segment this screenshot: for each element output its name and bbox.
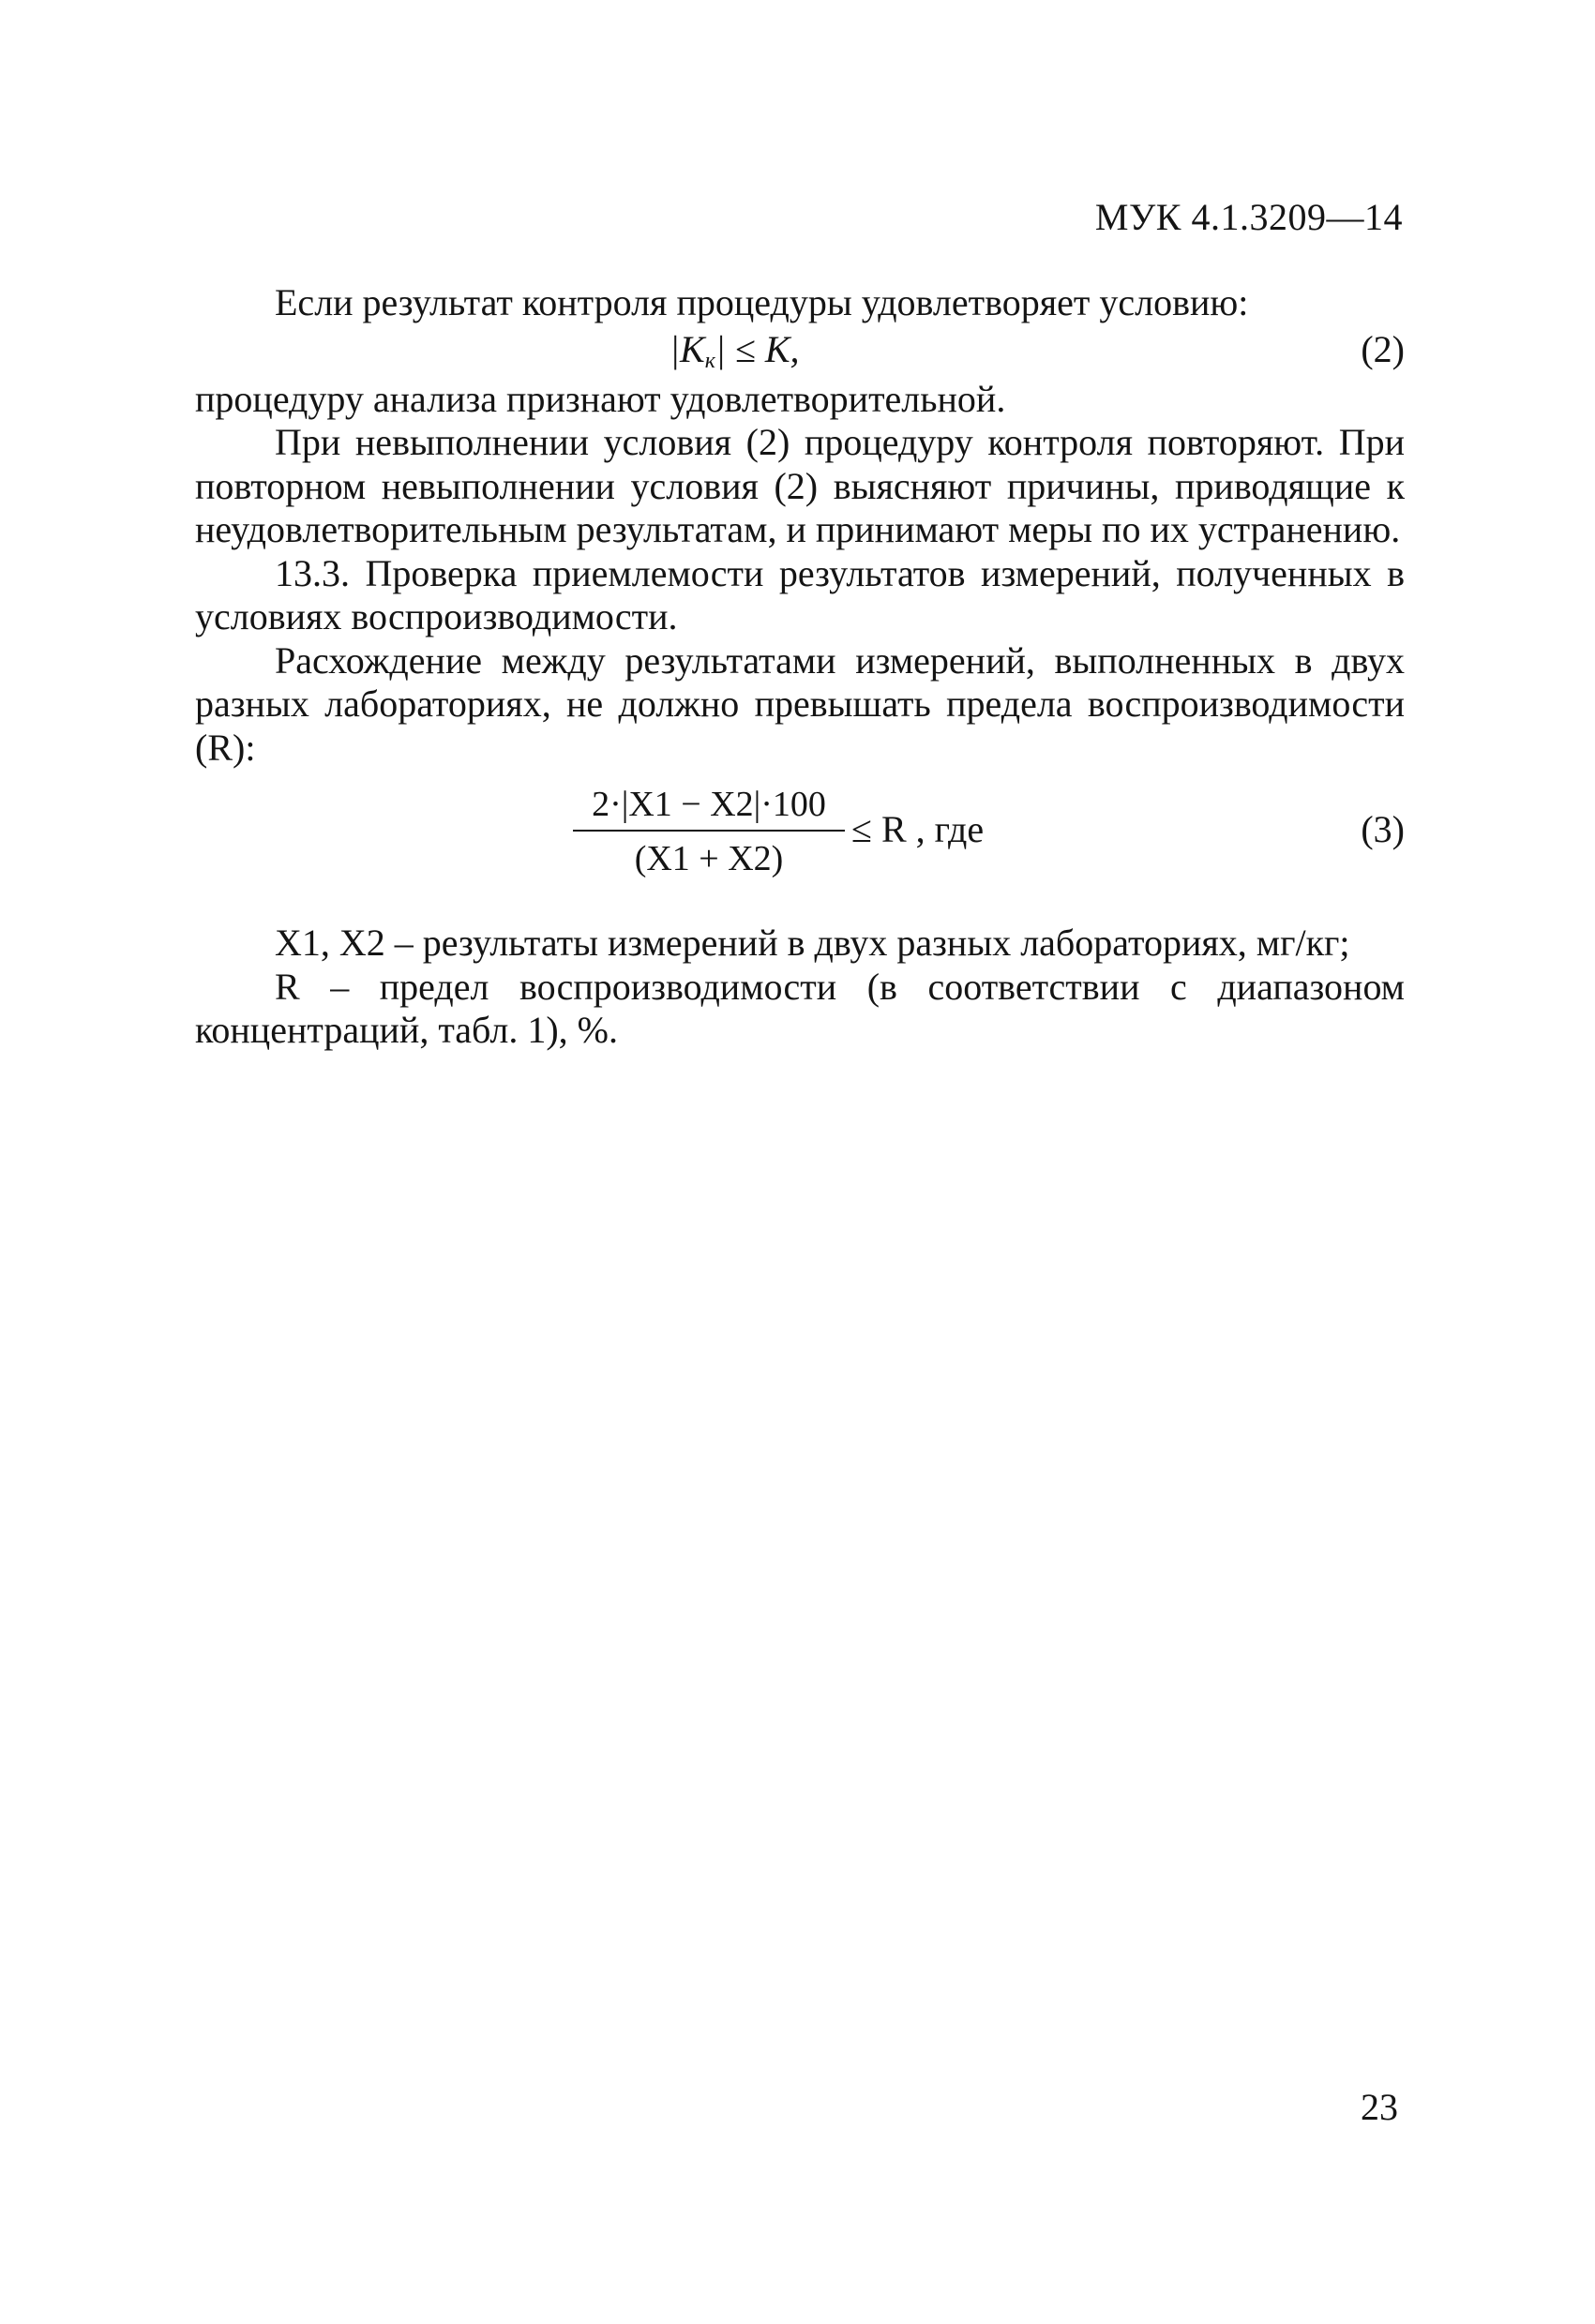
formula-2-subscript: к (704, 348, 715, 373)
formula-2-left: |K (670, 327, 705, 370)
paragraph-section-13-3: 13.3. Проверка приемлемости результатов измерений, полученных в условиях воспроизводимости. (195, 551, 1405, 637)
formula-3 (195, 783, 1405, 905)
formula-3-fraction (573, 783, 845, 880)
formula-3-denominator: (X1 + X2) (634, 839, 784, 878)
formula-3-number: (3) (1361, 808, 1405, 850)
paragraph-discrepancy: Расхождение между результатами измерений, выполненных в двух разных лабораториях, не должно превышать предела воспроизводимости (R): (195, 638, 1405, 769)
paragraph-r-definition: R – предел воспроизводимости (в соответствии с диапазоном концентраций, табл. 1), %. (195, 965, 1405, 1051)
formula-3-rhs: ≤ R , где (851, 808, 985, 850)
formula-2-right: | ≤ K, (715, 327, 800, 370)
formula-2 (195, 328, 1405, 375)
document-code-header: МУК 4.1.3209—14 (1094, 196, 1403, 238)
formula-2-expression (670, 328, 800, 383)
paragraph-x-definition: X1, X2 – результаты измерений в двух разных лабораториях, мг/кг; (275, 922, 1350, 964)
document-body (195, 281, 1405, 1053)
paragraph-repeat-control: При невыполнении условия (2) процедуру контроля повторяют. При повторном невыполнении условия (2) выясняют причины, приводящие к неудовлетворительным результатам, и принимают меры по их устранению. (195, 421, 1405, 550)
page-number: 23 (1361, 2086, 1398, 2128)
paragraph-condition-intro: Если результат контроля процедуры удовлетворяет условию: (275, 281, 1249, 323)
formula-2-number: (2) (1361, 327, 1405, 370)
formula-3-numerator: 2·|X1 − X2|·100 (573, 783, 845, 832)
paragraph-procedure-satisfactory: процедуру анализа признают удовлетворительной. (195, 377, 1006, 420)
